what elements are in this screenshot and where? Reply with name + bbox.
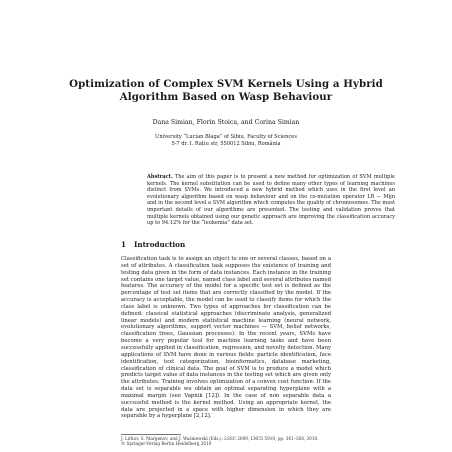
- paper-authors: Dana Simian, Florin Stoica, and Corina Simian: [152, 119, 300, 126]
- affiliation-line-2: 5-7 dr. I. Rațiu str, 550012 Sibiu, România: [171, 141, 281, 148]
- footnote: [121, 436, 331, 447]
- affiliation-line-1: University “Lucian Blaga” of Sibiu, Faculty of Sciences: [155, 134, 297, 140]
- author-affiliation: [60, 134, 392, 149]
- abstract-text: The aim of this paper is to present a new method for optimization of SVM multiple kernels. The kernel substitution can be used to define many other types of learning machines distinct from SVMs. We introduced a new hybrid method which uses in the first level an evolutionary algorithm based on wasp behaviour and on the co-mutation operator LR − Mijn and in the second level a SVM algorithm which computes the quality of chromosomes. The most important details of our algorithms are presented. The testing and validation proves that multiple kernels obtained using our genetic approach are improving the classification accuracy up to 94.12% for the “leukemia” data set.: [147, 174, 395, 227]
- abstract-label: Abstract.: [147, 174, 173, 180]
- introduction-paragraph: Classification task is to assign an object to one or several classes, based on a set of attributes. A classification task supposes the existence of training and testing data given in the form of data instances. Each instance in the training set contains one target value, named class label and several attributes named features. The accuracy of the model for a specific test set is defined as the percentage of test set items that are correctly classified by the model. If the accuracy is acceptable, the model can be used to classify items for which the class label is unknown. Two types of approaches for classification can be defined: classical statistical approaches (discriminate analysis, generalized linear models) and modern statistical machine learning (neural network, evolutionary algorithms, support vector machines — SVM, belief networks, classification trees, Gaussian processes). In the recent years, SVMs have become a very popular tool for machine learning tasks and have been successfully applied in classification, regression, and novelty detection. Many applications of SVM have done in various fields: particle identification, face identification, text categorization, bioinformatics, database marketing, classification of clinical data. The goal of SVM is to produce a model which predicts target value of data instances in the testing set which are given only the attributes. Training involves optimization of a convex cost function: If the data set is separable we obtain an optimal separating hyperplane with a maximal margin (see Vapnik [12]). In the case of non separable data a successful method is the kernel method. Using an appropriate kernel, the data are projected in a space with higher dimension in which they are separable by a hyperplane [2,12].: [121, 256, 331, 420]
- section-heading: [121, 240, 185, 249]
- section-number: 1: [121, 240, 127, 249]
- paper-title: Optimization of Complex SVM Kernels Using a Hybrid Algorithm Based on Wasp Behaviour: [69, 78, 383, 103]
- abstract: [147, 174, 395, 227]
- section-title: Introduction: [134, 240, 186, 249]
- footnote-copyright: © Springer-Verlag Berlin Heidelberg 2010: [121, 441, 212, 447]
- footnote-divider: [121, 434, 181, 435]
- footnote-citation: J. Lirkov, S. Margenov, and J. Waśniewski (Eds.): LSSC 2009, LNCS 5910, pp. 361–368, 2010.: [121, 436, 319, 441]
